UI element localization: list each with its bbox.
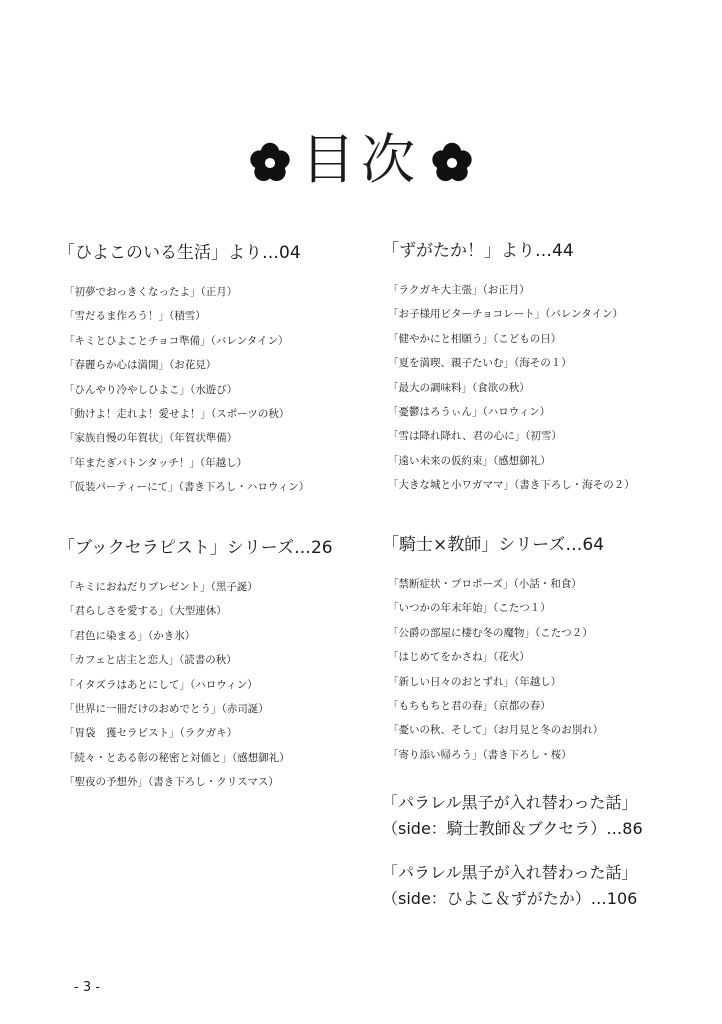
toc-item[interactable]: 「動けよ！走れよ！愛せよ！」（スポーツの秋）	[64, 408, 290, 421]
extra-title: 「パラレル黒子が入れ替わった話」	[382, 793, 638, 812]
toc-item[interactable]: 「キミにおねだりプレゼント」（黒子誕）	[64, 581, 258, 593]
toc-item[interactable]: 「イタズラはあとにして」（ハロウィン）	[64, 678, 258, 691]
toc-item[interactable]: 「最大の調味料」（食欲の秋）	[388, 381, 530, 394]
toc-item[interactable]: 「仮装パーティーにて」（書き下ろし・ハロウィン）	[64, 481, 310, 494]
toc-item[interactable]: 「キミとひよことチョコ準備」（バレンタイン）	[64, 334, 289, 347]
toc-item[interactable]: 「聖夜の予想外」（書き下ろし・クリスマス）	[64, 776, 279, 789]
toc-item[interactable]: 「年またぎバトンタッチ！」（年越し）	[64, 456, 248, 469]
toc-item[interactable]: 「禁断症状・プロポーズ」（小話・和食）	[388, 578, 582, 590]
toc-item[interactable]: 「はじめてをかさね」（花火）	[388, 651, 530, 664]
page-title-row	[0, 120, 722, 200]
toc-item[interactable]: 「カフェと店主と恋人」（読書の秋）	[64, 654, 237, 667]
toc-list	[58, 280, 309, 500]
flower-icon	[247, 140, 293, 186]
toc-item[interactable]: 「健やかにと相願う」（こどもの日）	[388, 332, 562, 345]
toc-item[interactable]: 「お子様用ビターチョコレート」（バレンタイン）	[388, 308, 624, 321]
toc-item[interactable]: 「大きな城と小ワガママ」（書き下ろし・海その２）	[388, 479, 635, 492]
toc-item[interactable]: 「ひんやり冷やしひよこ」（水遊び）	[64, 383, 238, 396]
section-heading[interactable]: 「ブックセラピスト」シリーズ…26	[58, 538, 333, 558]
extra-title: 「パラレル黒子が入れ替わった話」	[382, 863, 638, 882]
section-heading[interactable]: 「ずがたか！」より…44	[382, 241, 574, 261]
toc-item[interactable]: 「続々・とある彰の秘密と対価と」（感想御礼）	[64, 751, 290, 764]
toc-item[interactable]: 「春麗らか心は満開」（お花見）	[64, 359, 217, 372]
toc-item[interactable]: 「君らしさを愛する」（大型連休）	[64, 605, 227, 618]
toc-item[interactable]: 「寄り添い帰ろう」（書き下ろし・桜）	[388, 748, 572, 761]
toc-extra-entry[interactable]	[382, 790, 643, 842]
toc-item[interactable]: 「初夢でおっきくなったよ」（正月）	[64, 286, 238, 298]
toc-item[interactable]: 「夏を満喫、親子たいむ」（海その１）	[388, 357, 572, 370]
toc-item[interactable]: 「憂いの秋、そして」（お月見と冬のお別れ）	[388, 724, 604, 737]
toc-item[interactable]: 「もちもちと君の春」（京都の春）	[388, 700, 551, 713]
toc-extra-entry[interactable]	[382, 860, 637, 912]
page-number: - 3 -	[74, 980, 100, 995]
toc-item[interactable]: 「胃袋 獲セラピスト」（ラクガキ）	[64, 727, 238, 740]
toc-item[interactable]: 「遠い未来の仮約束」（感想御礼）	[388, 454, 551, 467]
toc-item[interactable]: 「憂鬱はろうぃん」（ハロウィン）	[388, 406, 551, 419]
section-heading[interactable]: 「ひよこのいる生活」より…04	[58, 243, 301, 263]
toc-item[interactable]: 「君色に染まる」（かき氷）	[64, 629, 196, 642]
toc-section	[58, 242, 309, 500]
toc-section	[382, 534, 604, 767]
toc-item[interactable]: 「雪は降れ降れ、君の心に」（初雪）	[388, 430, 562, 443]
toc-section	[382, 240, 635, 498]
toc-list	[58, 575, 333, 795]
extra-subtitle: （side：ひよこ＆ずがたか）…106	[382, 889, 638, 908]
section-heading[interactable]: 「騎士×教師」シリーズ…64	[382, 535, 605, 555]
flower-icon	[429, 140, 475, 186]
toc-item[interactable]: 「家族自慢の年賀状」（年賀状準備）	[64, 432, 238, 445]
toc-item[interactable]: 「いつかの年末年始」（こたつ１）	[388, 602, 551, 615]
toc-list	[382, 278, 635, 498]
toc-item[interactable]: 「ラクガキ大主張」（お正月）	[388, 284, 530, 296]
page-title: 目次	[301, 128, 421, 191]
extra-subtitle: （side：騎士教師＆ブクセラ）…86	[382, 819, 643, 838]
toc-list	[382, 572, 604, 767]
toc-item[interactable]: 「世界に一冊だけのおめでとう」（赤司誕）	[64, 703, 269, 716]
toc-section	[58, 537, 333, 795]
toc-item[interactable]: 「新しい日々のおとずれ」（年越し）	[388, 675, 562, 688]
toc-item[interactable]: 「公爵の部屋に棲む冬の魔物」（こたつ２）	[388, 626, 593, 639]
toc-item[interactable]: 「雪だるま作ろう！」（積雪）	[64, 310, 206, 323]
